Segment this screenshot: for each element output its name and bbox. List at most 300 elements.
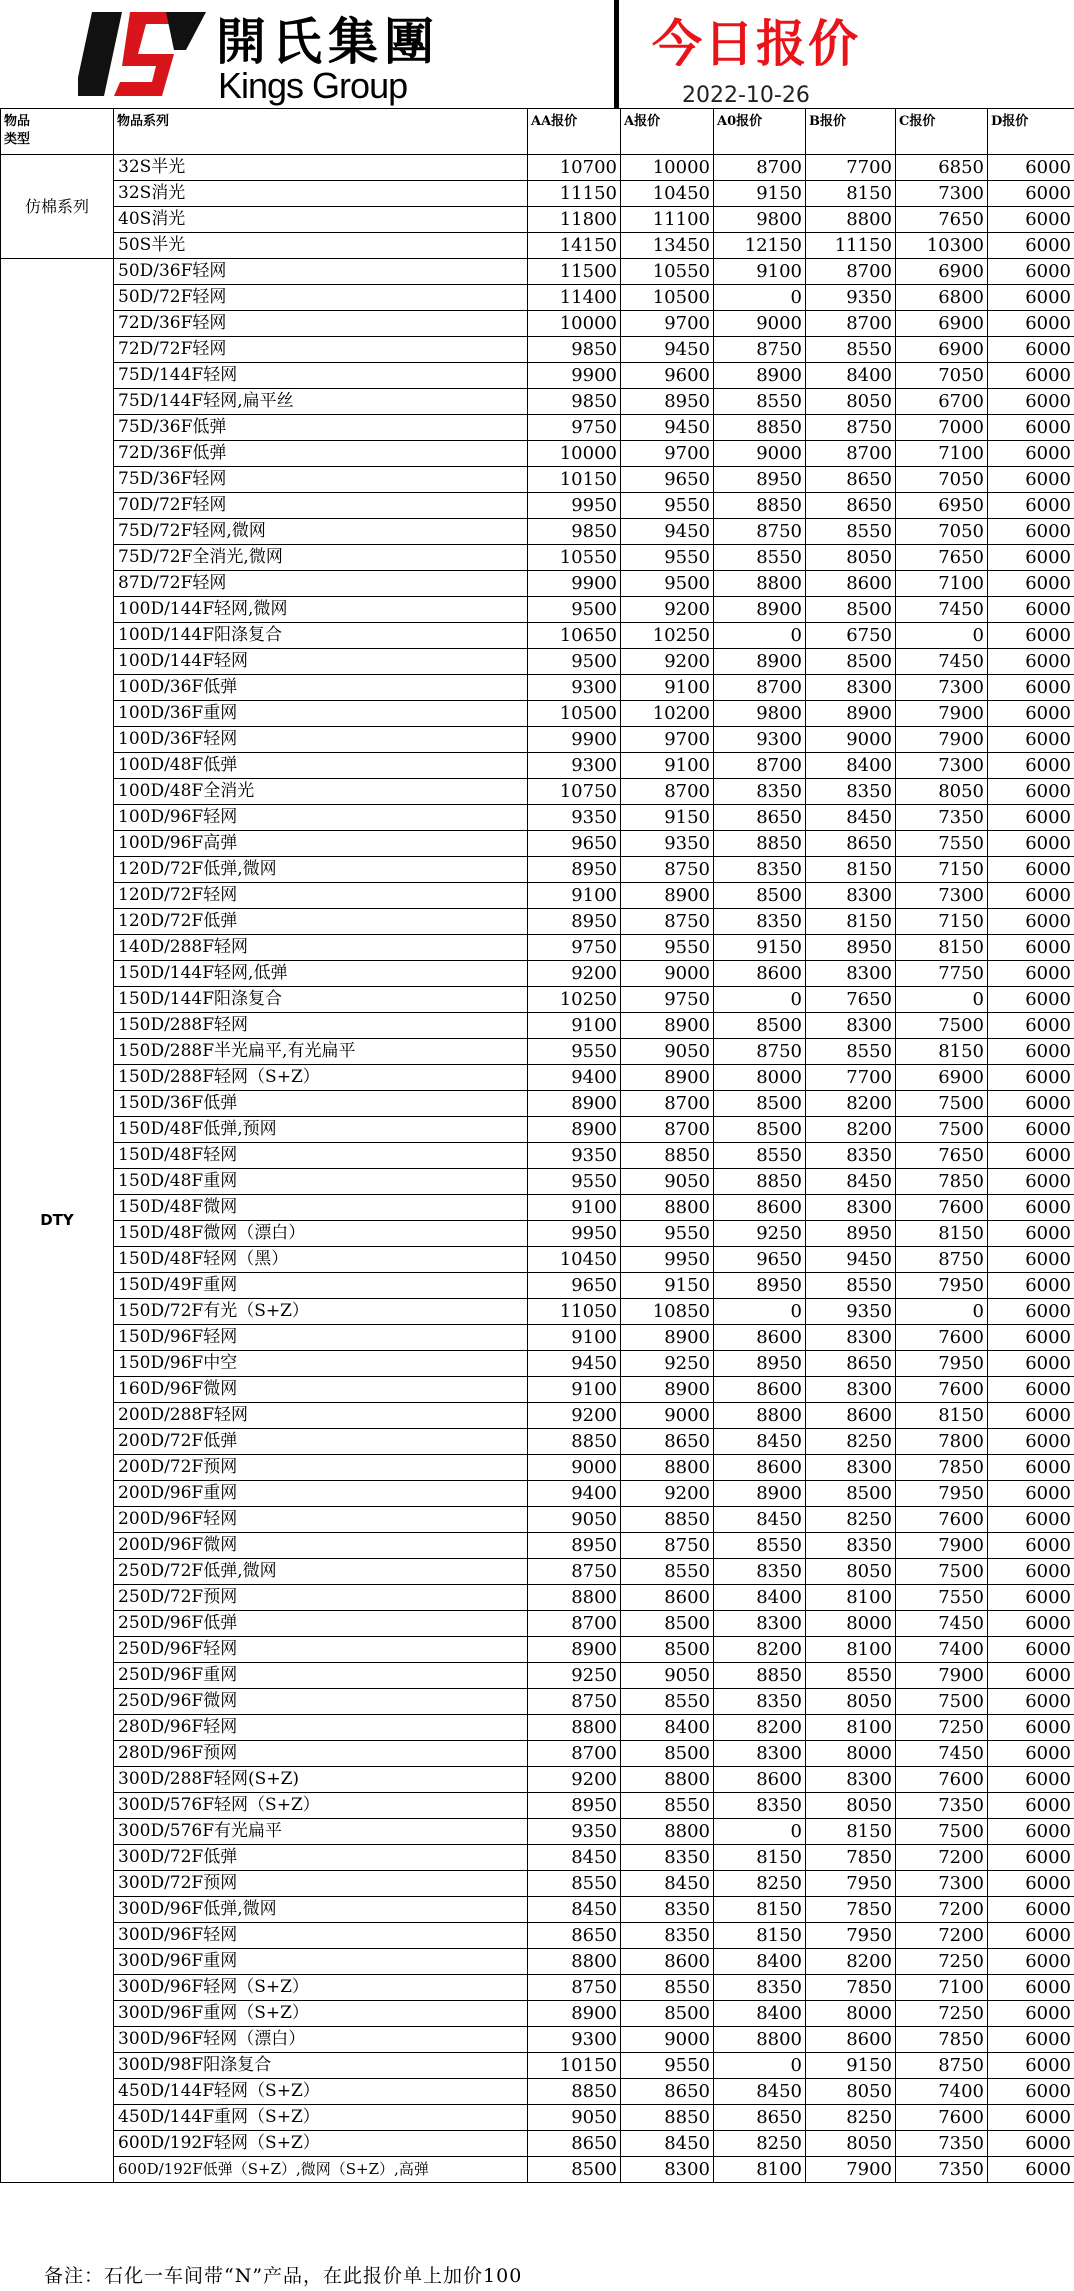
price-cell: 6000 <box>988 1559 1074 1585</box>
price-cell: 6000 <box>988 2027 1074 2053</box>
price-cell: 8450 <box>528 1897 621 1923</box>
price-cell: 6000 <box>988 1143 1074 1169</box>
footer-note: 备注：石化一车间带“N”产品，在此报价单上加价100 <box>44 2265 523 2287</box>
price-cell: 8500 <box>806 597 896 623</box>
price-cell: 8600 <box>621 1949 714 1975</box>
product-name-cell: 100D/48F全消光 <box>114 779 528 805</box>
product-name-cell: 250D/96F低弹 <box>114 1611 528 1637</box>
price-cell: 7850 <box>806 1897 896 1923</box>
table-row <box>1 1377 1074 1403</box>
price-cell: 8800 <box>528 1715 621 1741</box>
price-cell: 8550 <box>714 1533 806 1559</box>
product-name-cell: 250D/72F预网 <box>114 1585 528 1611</box>
table-row <box>1 961 1074 987</box>
product-name-cell: 200D/96F重网 <box>114 1481 528 1507</box>
price-cell: 7650 <box>896 1143 988 1169</box>
price-cell: 9300 <box>528 675 621 701</box>
price-cell: 9150 <box>621 1273 714 1299</box>
product-name-cell: 160D/96F微网 <box>114 1377 528 1403</box>
product-name-cell: 120D/72F低弹,微网 <box>114 857 528 883</box>
product-name-cell: 50D/36F轻网 <box>114 259 528 285</box>
product-name-cell: 450D/144F轻网（S+Z） <box>114 2079 528 2105</box>
price-cell: 9900 <box>528 727 621 753</box>
price-cell: 6950 <box>896 493 988 519</box>
price-cell: 8150 <box>714 1897 806 1923</box>
price-cell: 9700 <box>621 727 714 753</box>
price-cell: 6000 <box>988 831 1074 857</box>
table-row <box>1 1429 1074 1455</box>
price-cell: 7350 <box>896 805 988 831</box>
header-divider <box>614 0 619 108</box>
price-cell: 6000 <box>988 1429 1074 1455</box>
price-cell: 9200 <box>621 597 714 623</box>
price-cell: 8550 <box>806 1663 896 1689</box>
price-cell: 8800 <box>806 207 896 233</box>
price-cell: 9450 <box>621 337 714 363</box>
table-row <box>1 987 1074 1013</box>
price-cell: 8500 <box>806 649 896 675</box>
price-cell: 7650 <box>896 545 988 571</box>
price-cell: 7250 <box>896 1949 988 1975</box>
price-cell: 6000 <box>988 1039 1074 1065</box>
price-cell: 8450 <box>806 1169 896 1195</box>
price-cell: 7850 <box>896 1169 988 1195</box>
price-cell: 7350 <box>896 2157 988 2183</box>
header <box>0 0 1074 108</box>
price-cell: 8350 <box>621 1897 714 1923</box>
price-cell: 7850 <box>806 1845 896 1871</box>
price-cell: 8900 <box>621 1013 714 1039</box>
price-cell: 6000 <box>988 2053 1074 2079</box>
price-cell: 8900 <box>621 1377 714 1403</box>
price-cell: 8450 <box>528 1845 621 1871</box>
table-row <box>1 2053 1074 2079</box>
price-cell: 6000 <box>988 259 1074 285</box>
price-cell: 8050 <box>806 1793 896 1819</box>
price-cell: 7900 <box>896 701 988 727</box>
table-row <box>1 935 1074 961</box>
price-cell: 8500 <box>621 2001 714 2027</box>
price-cell: 8700 <box>714 675 806 701</box>
price-cell: 9800 <box>714 207 806 233</box>
price-cell: 9350 <box>528 1143 621 1169</box>
price-cell: 8250 <box>714 2131 806 2157</box>
price-cell: 6000 <box>988 2001 1074 2027</box>
price-cell: 6000 <box>988 2079 1074 2105</box>
price-cell: 6000 <box>988 1481 1074 1507</box>
table-row <box>1 545 1074 571</box>
price-cell: 9050 <box>528 1507 621 1533</box>
price-cell: 7700 <box>806 1065 896 1091</box>
price-cell: 9550 <box>528 1169 621 1195</box>
price-cell: 0 <box>896 623 988 649</box>
price-cell: 8650 <box>806 493 896 519</box>
price-cell: 8100 <box>806 1637 896 1663</box>
price-cell: 9400 <box>528 1065 621 1091</box>
price-cell: 8750 <box>528 1975 621 2001</box>
price-cell: 8850 <box>714 1663 806 1689</box>
price-cell: 9850 <box>528 519 621 545</box>
price-cell: 8050 <box>806 1559 896 1585</box>
product-name-cell: 150D/288F轻网（S+Z） <box>114 1065 528 1091</box>
price-cell: 8400 <box>714 1585 806 1611</box>
product-name-cell: 32S消光 <box>114 181 528 207</box>
price-cell: 7950 <box>896 1351 988 1377</box>
product-name-cell: 120D/72F低弹 <box>114 909 528 935</box>
product-name-cell: 300D/576F轻网（S+Z） <box>114 1793 528 1819</box>
price-cell: 8700 <box>806 441 896 467</box>
price-cell: 8050 <box>806 2079 896 2105</box>
price-cell: 9000 <box>621 961 714 987</box>
price-cell: 8500 <box>806 1481 896 1507</box>
price-cell: 6900 <box>896 1065 988 1091</box>
price-cell: 9100 <box>714 259 806 285</box>
price-cell: 8300 <box>806 1455 896 1481</box>
price-cell: 6000 <box>988 1923 1074 1949</box>
product-name-cell: 250D/96F轻网 <box>114 1637 528 1663</box>
price-cell: 6000 <box>988 415 1074 441</box>
product-name-cell: 300D/96F轻网 <box>114 1923 528 1949</box>
table-row <box>1 1923 1074 1949</box>
product-name-cell: 600D/192F轻网（S+Z） <box>114 2131 528 2157</box>
price-cell: 7700 <box>806 155 896 181</box>
price-cell: 8950 <box>528 909 621 935</box>
price-cell: 8000 <box>806 2001 896 2027</box>
table-row <box>1 1091 1074 1117</box>
price-cell: 7500 <box>896 1013 988 1039</box>
table-row <box>1 363 1074 389</box>
price-cell: 9050 <box>621 1039 714 1065</box>
price-cell: 9650 <box>528 831 621 857</box>
price-cell: 7350 <box>896 1793 988 1819</box>
table-row <box>1 805 1074 831</box>
price-cell: 6000 <box>988 1299 1074 1325</box>
price-cell: 8000 <box>806 1741 896 1767</box>
price-cell: 8950 <box>714 1351 806 1377</box>
price-cell: 12150 <box>714 233 806 259</box>
price-cell: 11150 <box>806 233 896 259</box>
table-row <box>1 1689 1074 1715</box>
price-cell: 6000 <box>988 1663 1074 1689</box>
table-row <box>1 1897 1074 1923</box>
table-row <box>1 2157 1074 2183</box>
price-cell: 8650 <box>806 467 896 493</box>
table-row <box>1 2079 1074 2105</box>
price-cell: 8900 <box>714 597 806 623</box>
product-name-cell: 75D/36F低弹 <box>114 415 528 441</box>
price-cell: 6000 <box>988 311 1074 337</box>
price-cell: 8900 <box>714 649 806 675</box>
column-header-a-price: A报价 <box>621 109 714 155</box>
price-cell: 8950 <box>621 389 714 415</box>
price-cell: 7650 <box>806 987 896 1013</box>
price-cell: 8100 <box>806 1715 896 1741</box>
price-cell: 6000 <box>988 1767 1074 1793</box>
product-name-cell: 280D/96F预网 <box>114 1741 528 1767</box>
price-cell: 8750 <box>528 1689 621 1715</box>
price-cell: 9700 <box>621 441 714 467</box>
price-cell: 8000 <box>714 1065 806 1091</box>
price-cell: 6000 <box>988 623 1074 649</box>
product-name-cell: 32S半光 <box>114 155 528 181</box>
table-row <box>1 883 1074 909</box>
price-cell: 7400 <box>896 2079 988 2105</box>
price-cell: 8150 <box>806 1819 896 1845</box>
table-row <box>1 623 1074 649</box>
price-cell: 8900 <box>528 1117 621 1143</box>
price-cell: 8950 <box>806 1221 896 1247</box>
logo-english-text: Kings Group <box>218 65 408 106</box>
product-name-cell: 100D/36F轻网 <box>114 727 528 753</box>
product-name-cell: 100D/96F轻网 <box>114 805 528 831</box>
price-cell: 8600 <box>714 1325 806 1351</box>
product-name-cell: 75D/144F轻网 <box>114 363 528 389</box>
price-cell: 7150 <box>896 857 988 883</box>
price-cell: 7500 <box>896 1091 988 1117</box>
price-cell: 6000 <box>988 1273 1074 1299</box>
price-cell: 6000 <box>988 1793 1074 1819</box>
price-cell: 6000 <box>988 1403 1074 1429</box>
price-cell: 6000 <box>988 649 1074 675</box>
price-cell: 8100 <box>714 2157 806 2183</box>
product-name-cell: 70D/72F轻网 <box>114 493 528 519</box>
price-cell: 7300 <box>896 675 988 701</box>
product-name-cell: 150D/96F轻网 <box>114 1325 528 1351</box>
price-cell: 9550 <box>621 935 714 961</box>
price-cell: 8250 <box>806 1429 896 1455</box>
price-cell: 8650 <box>714 2105 806 2131</box>
price-cell: 8400 <box>714 2001 806 2027</box>
price-cell: 7600 <box>896 1767 988 1793</box>
price-cell: 8300 <box>806 1377 896 1403</box>
price-cell: 11500 <box>528 259 621 285</box>
table-row <box>1 1247 1074 1273</box>
table-row <box>1 1351 1074 1377</box>
company-logo <box>78 10 458 105</box>
product-name-cell: 100D/144F阳涤复合 <box>114 623 528 649</box>
price-cell: 8800 <box>714 2027 806 2053</box>
product-name-cell: 300D/72F预网 <box>114 1871 528 1897</box>
price-cell: 7600 <box>896 2105 988 2131</box>
product-name-cell: 150D/288F轻网 <box>114 1013 528 1039</box>
table-row <box>1 1949 1074 1975</box>
price-cell: 9950 <box>621 1247 714 1273</box>
price-cell: 8850 <box>528 2079 621 2105</box>
price-cell: 8350 <box>806 779 896 805</box>
price-cell: 8900 <box>621 1065 714 1091</box>
price-cell: 6000 <box>988 1715 1074 1741</box>
product-name-cell: 40S消光 <box>114 207 528 233</box>
price-cell: 8550 <box>806 337 896 363</box>
price-cell: 6000 <box>988 207 1074 233</box>
price-cell: 9550 <box>621 493 714 519</box>
column-header-type: 物品 类型 <box>1 109 114 155</box>
price-cell: 7600 <box>896 1507 988 1533</box>
price-cell: 8650 <box>806 831 896 857</box>
price-cell: 7650 <box>896 207 988 233</box>
price-cell: 8750 <box>621 857 714 883</box>
table-row <box>1 1299 1074 1325</box>
price-cell: 8700 <box>714 155 806 181</box>
table-row <box>1 1039 1074 1065</box>
price-cell: 8800 <box>621 1819 714 1845</box>
table-row <box>1 1195 1074 1221</box>
price-cell: 8900 <box>714 363 806 389</box>
price-cell: 6000 <box>988 1507 1074 1533</box>
price-cell: 10850 <box>621 1299 714 1325</box>
page-title: 今日报价 <box>652 15 860 73</box>
price-cell: 10500 <box>528 701 621 727</box>
price-cell: 9000 <box>528 1455 621 1481</box>
table-row <box>1 1533 1074 1559</box>
price-cell: 8800 <box>714 1403 806 1429</box>
price-cell: 8800 <box>528 1949 621 1975</box>
price-cell: 7600 <box>896 1377 988 1403</box>
price-cell: 9950 <box>528 1221 621 1247</box>
price-cell: 8850 <box>714 1169 806 1195</box>
price-cell: 6000 <box>988 883 1074 909</box>
price-cell: 8750 <box>896 2053 988 2079</box>
table-row <box>1 1767 1074 1793</box>
price-cell: 9550 <box>621 1221 714 1247</box>
price-cell: 0 <box>714 987 806 1013</box>
price-cell: 8150 <box>896 1403 988 1429</box>
price-cell: 6000 <box>988 2105 1074 2131</box>
price-cell: 6000 <box>988 233 1074 259</box>
price-cell: 9300 <box>528 2027 621 2053</box>
product-name-cell: 300D/288F轻网(S+Z) <box>114 1767 528 1793</box>
product-name-cell: 250D/72F低弹,微网 <box>114 1559 528 1585</box>
price-cell: 7900 <box>806 2157 896 2183</box>
price-cell: 9100 <box>528 1377 621 1403</box>
price-cell: 6000 <box>988 1975 1074 2001</box>
price-cell: 9450 <box>528 1351 621 1377</box>
price-cell: 8550 <box>714 389 806 415</box>
product-name-cell: 150D/288F半光扁平,有光扁平 <box>114 1039 528 1065</box>
price-cell: 8400 <box>806 363 896 389</box>
price-cell: 7850 <box>896 1455 988 1481</box>
price-cell: 6000 <box>988 1221 1074 1247</box>
price-cell: 8750 <box>896 1247 988 1273</box>
product-name-cell: 150D/72F有光（S+Z） <box>114 1299 528 1325</box>
price-cell: 9500 <box>528 597 621 623</box>
price-cell: 8650 <box>528 1923 621 1949</box>
price-cell: 7500 <box>896 1117 988 1143</box>
price-cell: 8100 <box>806 1585 896 1611</box>
table-row <box>1 2001 1074 2027</box>
product-name-cell: 150D/48F重网 <box>114 1169 528 1195</box>
table-row <box>1 1065 1074 1091</box>
price-cell: 6000 <box>988 1247 1074 1273</box>
price-cell: 8200 <box>806 1091 896 1117</box>
price-cell: 8350 <box>621 1923 714 1949</box>
table-row <box>1 675 1074 701</box>
price-cell: 6000 <box>988 285 1074 311</box>
price-cell: 7500 <box>896 1819 988 1845</box>
table-row <box>1 155 1074 181</box>
table-row <box>1 2027 1074 2053</box>
price-cell: 8350 <box>621 1845 714 1871</box>
table-row <box>1 1585 1074 1611</box>
product-name-cell: 300D/96F轻网（S+Z） <box>114 1975 528 2001</box>
price-cell: 6000 <box>988 2131 1074 2157</box>
price-cell: 8600 <box>806 1403 896 1429</box>
price-cell: 9350 <box>621 831 714 857</box>
price-cell: 6000 <box>988 1091 1074 1117</box>
price-cell: 7900 <box>896 727 988 753</box>
price-cell: 7900 <box>896 1533 988 1559</box>
price-cell: 6000 <box>988 519 1074 545</box>
price-cell: 6700 <box>896 389 988 415</box>
price-cell: 6000 <box>988 1169 1074 1195</box>
price-cell: 6000 <box>988 1819 1074 1845</box>
category-cell: 仿棉系列 <box>1 155 114 259</box>
price-cell: 7300 <box>896 181 988 207</box>
price-cell: 8600 <box>714 961 806 987</box>
price-cell: 9100 <box>528 883 621 909</box>
price-cell: 8800 <box>621 1767 714 1793</box>
product-name-cell: 200D/288F轻网 <box>114 1403 528 1429</box>
price-cell: 8850 <box>714 493 806 519</box>
product-name-cell: 100D/36F低弹 <box>114 675 528 701</box>
price-cell: 10300 <box>896 233 988 259</box>
price-cell: 8500 <box>528 2157 621 2183</box>
price-cell: 6000 <box>988 1351 1074 1377</box>
product-name-cell: 72D/36F轻网 <box>114 311 528 337</box>
price-cell: 7050 <box>896 363 988 389</box>
price-cell: 8850 <box>714 831 806 857</box>
price-cell: 6000 <box>988 1949 1074 1975</box>
price-cell: 7450 <box>896 649 988 675</box>
price-cell: 8400 <box>621 1715 714 1741</box>
price-cell: 8600 <box>806 571 896 597</box>
price-cell: 9750 <box>528 935 621 961</box>
product-name-cell: 300D/576F有光扁平 <box>114 1819 528 1845</box>
price-cell: 9350 <box>528 1819 621 1845</box>
price-cell: 6000 <box>988 1455 1074 1481</box>
table-row <box>1 1507 1074 1533</box>
price-cell: 8950 <box>528 1533 621 1559</box>
price-cell: 8700 <box>621 779 714 805</box>
price-cell: 11100 <box>621 207 714 233</box>
price-cell: 8450 <box>806 805 896 831</box>
price-cell: 8550 <box>621 1559 714 1585</box>
table-row <box>1 831 1074 857</box>
price-cell: 8050 <box>806 2131 896 2157</box>
price-cell: 6000 <box>988 805 1074 831</box>
table-row <box>1 1013 1074 1039</box>
price-cell: 8050 <box>896 779 988 805</box>
price-cell: 8200 <box>806 1117 896 1143</box>
product-name-cell: 300D/96F轻网（漂白） <box>114 2027 528 2053</box>
price-cell: 8750 <box>806 415 896 441</box>
price-cell: 8750 <box>714 337 806 363</box>
price-cell: 6000 <box>988 1585 1074 1611</box>
price-cell: 8400 <box>806 753 896 779</box>
price-cell: 8150 <box>714 1845 806 1871</box>
product-name-cell: 100D/144F轻网,微网 <box>114 597 528 623</box>
price-date: 2022-10-26 <box>682 83 810 108</box>
price-cell: 8350 <box>806 1143 896 1169</box>
product-name-cell: 280D/96F轻网 <box>114 1715 528 1741</box>
product-name-cell: 150D/144F阳涤复合 <box>114 987 528 1013</box>
column-header-aa-price: AA报价 <box>528 109 621 155</box>
price-cell: 9100 <box>621 675 714 701</box>
price-cell: 8500 <box>621 1637 714 1663</box>
product-name-cell: 100D/36F重网 <box>114 701 528 727</box>
price-cell: 6000 <box>988 727 1074 753</box>
table-row <box>1 753 1074 779</box>
